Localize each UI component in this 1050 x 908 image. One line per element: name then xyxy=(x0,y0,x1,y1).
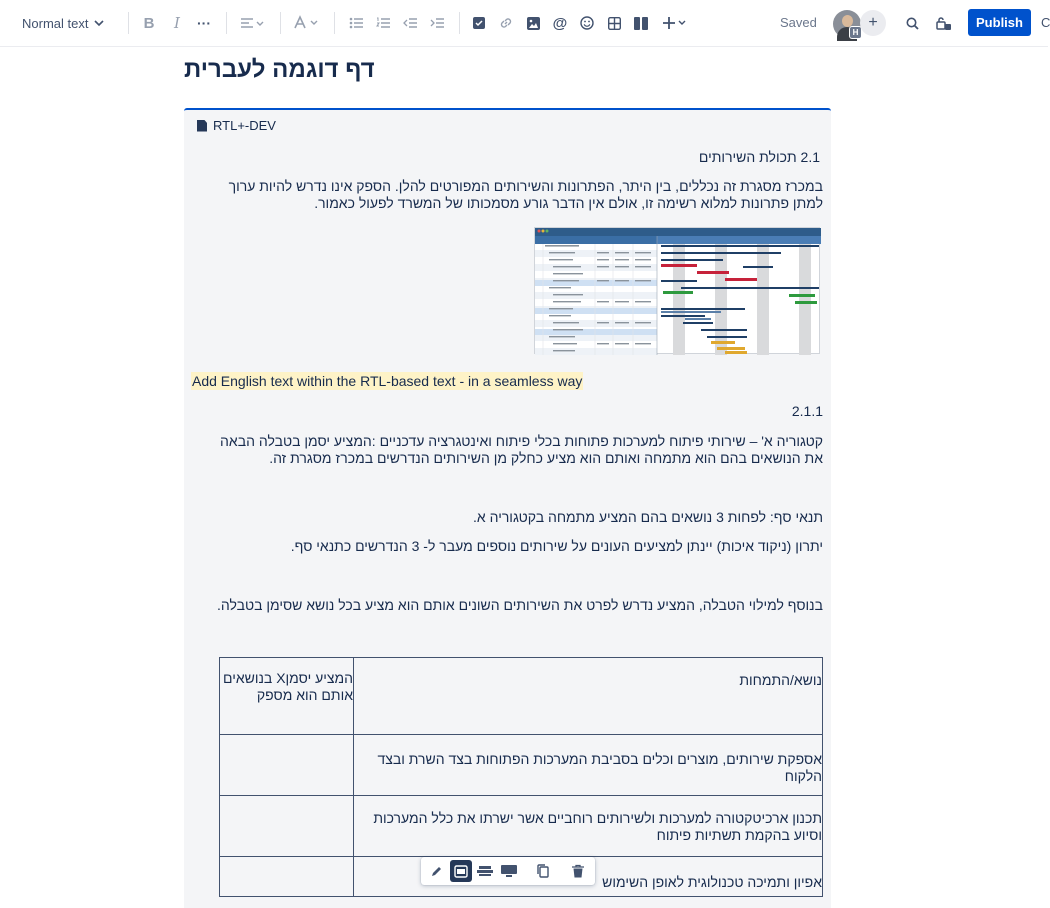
emoji-icon[interactable] xyxy=(576,12,598,34)
mention-icon[interactable]: @ xyxy=(552,14,568,32)
layout-icon[interactable] xyxy=(630,12,652,34)
save-status: Saved xyxy=(780,15,817,30)
document-icon xyxy=(197,120,207,132)
image-icon[interactable] xyxy=(522,12,544,34)
section-heading-2-1-1[interactable]: 2.1.1 xyxy=(791,403,823,419)
macro-header xyxy=(197,118,276,133)
italic-icon[interactable]: I xyxy=(174,14,180,32)
fill-instructions[interactable]: בנוסף למילוי הטבלה, המציע נדרש לפרט את השירותים השונים אותם הוא מציע בכל נושא שסימן בטבלה. xyxy=(216,597,823,613)
full-width-icon[interactable] xyxy=(498,860,520,882)
center-layout-icon[interactable] xyxy=(474,860,496,882)
table-header-topic: נושא/התמחות xyxy=(739,672,822,688)
paragraph-line[interactable]: את הנושאים בהם הוא מתמחה ואותם הוא מציע כחלק מן השירותים הנדרשים במכרז מסגרת זה. xyxy=(269,450,823,466)
table-row xyxy=(220,735,823,796)
avatar-badge: H xyxy=(849,26,862,39)
link-icon[interactable] xyxy=(495,12,517,34)
insert-icon[interactable] xyxy=(660,12,690,34)
task-icon[interactable] xyxy=(468,12,490,34)
search-icon[interactable] xyxy=(901,12,923,34)
table-header-mark: המציע יסמןX בנושאים אותם הוא מספק xyxy=(222,670,353,703)
paragraph-line[interactable]: קטגוריה א' – שירותי פיתוח למערכות פתוחות בכלי פיתוח ואינטגרציה עדכניים :המציע יסמן בטבלה הבאה xyxy=(220,433,823,449)
macro-label: RTL+-DEV xyxy=(213,118,276,133)
restrictions-icon[interactable] xyxy=(933,12,955,34)
table-header-cell[interactable] xyxy=(354,658,823,735)
toolbar-divider xyxy=(334,12,335,34)
table-row xyxy=(220,658,823,735)
copy-icon[interactable] xyxy=(532,860,554,882)
edit-icon[interactable] xyxy=(426,860,448,882)
text-style-label: Normal text xyxy=(22,15,89,31)
chevron-down-icon xyxy=(94,18,104,29)
text-style-dropdown[interactable] xyxy=(14,10,112,36)
english-highlighted-text[interactable]: Add English text within the RTL-based text - in a seamless way xyxy=(192,373,583,389)
paragraph-line[interactable]: למתן פתרונות למלוא רשימה זו, אולם אין הדבר גורע מסמכותו של המשרד לפעול כאמור. xyxy=(314,195,823,211)
text-color-icon[interactable] xyxy=(292,12,322,34)
table-cell-mark[interactable] xyxy=(220,796,354,857)
threshold-condition[interactable]: תנאי סף: לפחות 3 נושאים בהם המציע מתמחה בקטגוריה א. xyxy=(473,509,823,525)
table-cell-text: תכנון ארכיטקטורה למערכות ולשירותים רוחביים אשר ישרתו את כלל המערכות וסיוע בהקמת תשתיות פיתוח xyxy=(373,810,822,843)
table-row xyxy=(220,796,823,857)
toolbar-divider xyxy=(459,12,460,34)
table-cell[interactable] xyxy=(354,735,823,796)
toolbar-divider xyxy=(226,12,227,34)
table-cell-mark[interactable] xyxy=(220,857,354,897)
page-title[interactable]: דף דוגמה לעברית xyxy=(184,56,375,83)
table-cell-text: אספקת שירותים, מוצרים וכלים בסביבת המערכות הפתוחות בצד השרת ובצד הלקוח xyxy=(377,751,822,784)
close-editor-truncated[interactable]: C xyxy=(1041,15,1050,30)
bullet-list-icon[interactable] xyxy=(345,12,367,34)
table-icon[interactable] xyxy=(603,12,625,34)
table-floating-toolbar xyxy=(421,857,595,885)
table-cell-mark[interactable] xyxy=(220,735,354,796)
editor-toolbar xyxy=(0,0,1048,47)
numbered-list-icon[interactable] xyxy=(372,12,394,34)
bold-icon[interactable]: B xyxy=(143,14,155,32)
table-cell-text: אפיון ותמיכה טכנולוגית לאופן השימוש xyxy=(602,874,822,890)
add-collaborator-button[interactable]: + xyxy=(860,10,886,36)
section-heading-2-1[interactable]: 2.1 תכולת השירותים xyxy=(698,149,820,165)
wide-layout-icon[interactable] xyxy=(450,860,472,882)
table-header-cell[interactable] xyxy=(220,658,354,735)
more-formatting-icon[interactable]: ··· xyxy=(197,15,211,31)
table-cell[interactable] xyxy=(354,796,823,857)
gantt-chart-image[interactable] xyxy=(534,227,820,354)
paragraph-line[interactable]: במכרז מסגרת זה נכללים, בין היתר, הפתרונות והשירותים המפורטים להלן. הספק אינו נדרש להיות ערוך xyxy=(228,178,823,194)
indent-icon[interactable] xyxy=(426,12,448,34)
outdent-icon[interactable] xyxy=(399,12,421,34)
delete-icon[interactable] xyxy=(567,860,589,882)
align-icon[interactable] xyxy=(238,12,268,34)
advantage-note[interactable]: יתרון (ניקוד איכות) יינתן למציעים העונים על שירותים נוספים מעבר ל- 3 הנדרשים כתנאי סף. xyxy=(290,538,823,554)
toolbar-divider xyxy=(280,12,281,34)
publish-button[interactable]: Publish xyxy=(968,9,1031,36)
toolbar-divider xyxy=(128,12,129,34)
